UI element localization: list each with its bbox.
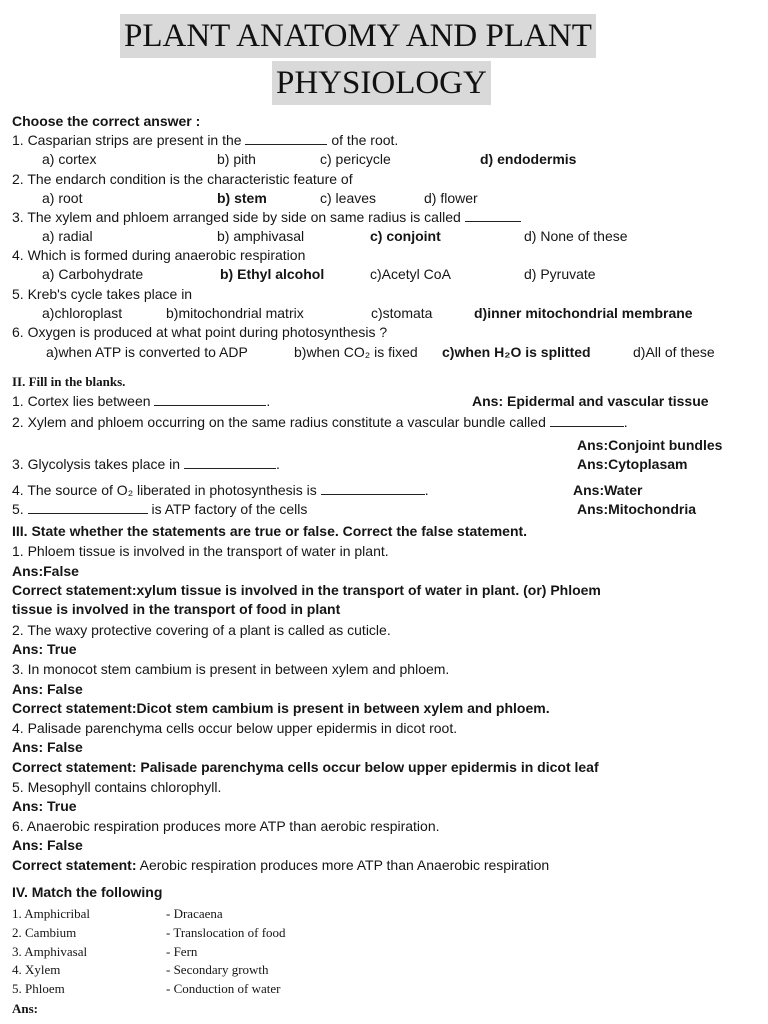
tf-c6	[12, 856, 549, 874]
match-answer-label: Ans:	[12, 1001, 39, 1016]
tf-c1-line-1: Correct statement:xylum tissue is involved in the transport of water in plant. (or) Phloem	[12, 582, 601, 598]
q4-text: 4. Which is formed during anaerobic respiration	[12, 247, 306, 263]
fill-5	[12, 500, 307, 518]
fill-5-prefix: 5.	[12, 501, 24, 517]
q3-stem: 3. The xylem and phloem arranged side by side on same radius is called	[12, 209, 461, 225]
q3-option-b: b) amphivasal	[217, 228, 305, 244]
section-1-heading: Choose the correct answer :	[12, 113, 201, 129]
fill-3-blank	[184, 456, 276, 469]
tf-c3: Correct statement:Dicot stem cambium is present in between xylem and phloem.	[12, 700, 550, 716]
fill-5-blank	[28, 501, 148, 514]
tf-a1: Ans:False	[12, 563, 79, 579]
q3-blank	[465, 209, 521, 222]
tf-q6: 6. Anaerobic respiration produces more ATP than aerobic respiration.	[12, 818, 440, 834]
match-right-3: - Fern	[166, 944, 198, 959]
fill-1-answer: Ans: Epidermal and vascular tissue	[472, 393, 709, 409]
match-right-5: - Conduction of water	[166, 981, 281, 996]
q3-text	[12, 208, 521, 226]
match-right-1: - Dracaena	[166, 906, 223, 921]
q3-option-d: d) None of these	[524, 228, 628, 244]
tf-c6-text: Aerobic respiration produces more ATP than Anaerobic respiration	[139, 857, 550, 873]
q1-option-a: a) cortex	[42, 151, 97, 167]
section-4-heading: IV. Match the following	[12, 884, 163, 900]
fill-3-prefix: 3. Glycolysis takes place in	[12, 456, 181, 472]
fill-2-suffix: .	[623, 414, 628, 430]
fill-4-suffix: .	[424, 482, 429, 498]
fill-3-answer: Ans:Cytoplasam	[577, 456, 688, 472]
tf-a2: Ans: True	[12, 641, 77, 657]
match-left-5: 5. Phloem	[12, 981, 65, 996]
q5-text: 5. Kreb's cycle takes place in	[12, 286, 193, 302]
page-title-line-1: PLANT ANATOMY AND PLANT	[120, 14, 596, 58]
tf-c1-line-2: tissue is involved in the transport of food in plant	[12, 601, 341, 617]
q2-text: 2. The endarch condition is the characteristic feature of	[12, 171, 353, 187]
q6-text: 6. Oxygen is produced at what point during photosynthesis ?	[12, 324, 388, 340]
fill-5-answer: Ans:Mitochondria	[577, 501, 696, 517]
q1-blank	[245, 132, 327, 145]
fill-4	[12, 481, 429, 499]
match-left-4: 4. Xylem	[12, 962, 61, 977]
match-left-1: 1. Amphicribal	[12, 906, 90, 921]
tf-q3: 3. In monocot stem cambium is present in between xylem and phloem.	[12, 661, 450, 677]
tf-a6: Ans: False	[12, 837, 83, 853]
match-left-3: 3. Amphivasal	[12, 944, 88, 959]
q6-option-c-answer: c)when H₂O is splitted	[442, 344, 591, 360]
fill-4-answer: Ans:Water	[573, 482, 643, 498]
q5-option-d-answer: d)inner mitochondrial membrane	[474, 305, 693, 321]
match-right-4: - Secondary growth	[166, 962, 269, 977]
q3-option-c-answer: c) conjoint	[370, 228, 441, 244]
fill-5-suffix: is ATP factory of the cells	[151, 501, 308, 517]
q5-option-c: c)stomata	[371, 305, 433, 321]
q6-option-a: a)when ATP is converted to ADP	[46, 344, 248, 360]
match-left-2: 2. Cambium	[12, 925, 77, 940]
fill-3	[12, 455, 280, 473]
q2-option-d: d) flower	[424, 190, 478, 206]
q2-option-c: c) leaves	[320, 190, 377, 206]
q5-option-b: b)mitochondrial matrix	[166, 305, 304, 321]
tf-q4: 4. Palisade parenchyma cells occur below upper epidermis in dicot root.	[12, 720, 458, 736]
q6-option-b: b)when CO₂ is fixed	[294, 344, 418, 360]
tf-q1: 1. Phloem tissue is involved in the transport of water in plant.	[12, 543, 389, 559]
page-title-line-2: PHYSIOLOGY	[272, 61, 491, 105]
fill-2-blank	[550, 414, 624, 427]
fill-1-prefix: 1. Cortex lies between	[12, 393, 151, 409]
fill-2-answer: Ans:Conjoint bundles	[577, 437, 723, 453]
q1-text	[12, 131, 398, 149]
match-right-2: - Translocation of food	[166, 925, 286, 940]
q2-option-a: a) root	[42, 190, 83, 206]
fill-1-suffix: .	[266, 393, 271, 409]
q5-option-a: a)chloroplast	[42, 305, 123, 321]
tf-q5: 5. Mesophyll contains chlorophyll.	[12, 779, 222, 795]
fill-1-blank	[154, 393, 266, 406]
q1-option-d-answer: d) endodermis	[480, 151, 577, 167]
q1-option-c: c) pericycle	[320, 151, 391, 167]
q1-option-b: b) pith	[217, 151, 256, 167]
section-3-heading: III. State whether the statements are true or false. Correct the false statement.	[12, 523, 528, 539]
q4-option-a: a) Carbohydrate	[42, 266, 144, 282]
fill-2-prefix: 2. Xylem and phloem occurring on the same radius constitute a vascular bundle called	[12, 414, 546, 430]
q4-option-c: c)Acetyl CoA	[370, 266, 451, 282]
q4-option-b-answer: b) Ethyl alcohol	[220, 266, 325, 282]
tf-a5: Ans: True	[12, 798, 77, 814]
tf-q2: 2. The waxy protective covering of a plant is called as cuticle.	[12, 622, 391, 638]
q4-option-d: d) Pyruvate	[524, 266, 596, 282]
tf-a4: Ans: False	[12, 739, 83, 755]
fill-4-blank	[321, 482, 425, 495]
section-2-heading: II. Fill in the blanks.	[12, 374, 126, 389]
fill-4-prefix: 4. The source of O₂ liberated in photosynthesis is	[12, 482, 317, 498]
q6-option-d: d)All of these	[633, 344, 715, 360]
q1-suffix: of the root.	[331, 132, 399, 148]
q1-prefix: 1. Casparian strips are present in the	[12, 132, 242, 148]
tf-c4: Correct statement: Palisade parenchyma cells occur below upper epidermis in dicot leaf	[12, 759, 599, 775]
tf-a3: Ans: False	[12, 681, 83, 697]
q3-option-a: a) radial	[42, 228, 93, 244]
fill-1	[12, 392, 270, 410]
q2-option-b-answer: b) stem	[217, 190, 267, 206]
fill-2	[12, 413, 628, 431]
tf-c6-label: Correct statement:	[12, 857, 137, 873]
fill-3-suffix: .	[275, 456, 280, 472]
